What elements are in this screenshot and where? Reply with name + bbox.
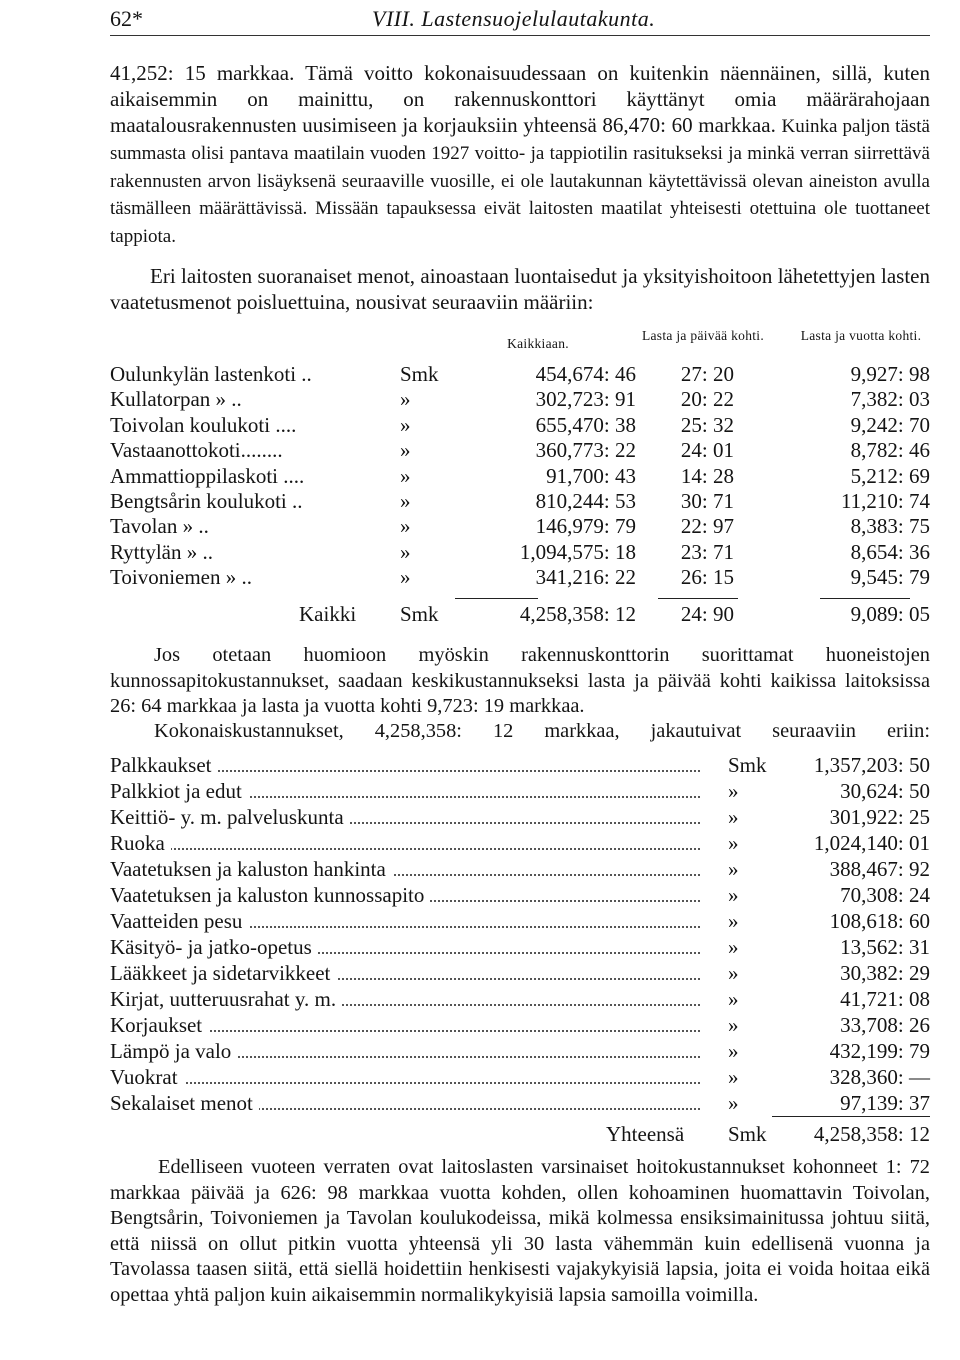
sum-rule-per-year	[820, 598, 910, 599]
cost-amount: 432,199: 79	[829, 1039, 930, 1063]
cost-per-year: 9,545: 79	[850, 565, 930, 590]
cost-label: Sekalaiset menot	[110, 1090, 259, 1116]
cost-per-day: 27: 20	[680, 362, 734, 386]
total-cost: 454,674: 46	[535, 362, 636, 386]
sum-rule-costs	[772, 1116, 930, 1117]
cost-amount: 30,382: 29	[840, 961, 930, 985]
total-cost: 1,094,575: 18	[519, 539, 636, 564]
cost-label: Vaatetuksen ja kaluston hankinta	[110, 856, 392, 882]
cost-row	[110, 830, 930, 856]
cost-row	[110, 856, 930, 882]
table-row	[110, 565, 930, 590]
cost-label: Lääkkeet ja sidetarvikkeet	[110, 960, 336, 986]
currency: »	[400, 438, 411, 463]
currency: »	[400, 565, 411, 590]
cost-label: Korjaukset	[110, 1012, 208, 1038]
institution-name: Oulunkylän lastenkoti ..	[110, 362, 312, 386]
currency: »	[728, 987, 739, 1011]
running-head	[110, 4, 930, 34]
leader-dots	[110, 1082, 700, 1084]
paragraph-text: 41,252: 15 markkaa. Tämä voitto kokonaisuudessaan on kuitenkin näennäinen, sillä, kuten aikaisemmin on mainittu, on rakennuskonttori käyttänyt omia määrärahojaan maatalousrakennusten uusimiseen ja korjauksiin yhteensä 86,470: 60 markkaa.	[110, 61, 930, 137]
cost-row	[110, 752, 930, 778]
total-cost: 341,216: 22	[535, 565, 636, 590]
column-header-total: Kaikkiaan.	[507, 336, 569, 351]
cost-amount: 41,721: 08	[840, 987, 930, 1011]
total-cost: 302,723: 91	[535, 387, 636, 412]
institution-name: Ryttylän » ..	[110, 539, 213, 564]
paragraph-expenses-intro: Eri laitosten suoranaiset menot, ainoastaan luontaisedut ja yksityishoitoon lähetettyjen lasten vaatetusmenot poisluettuina, nousivat seuraaviin määriin:	[110, 264, 930, 314]
currency: Smk	[728, 1122, 767, 1146]
cost-amount: 13,562: 31	[840, 935, 930, 959]
cost-row	[110, 1064, 930, 1090]
currency: »	[400, 539, 411, 564]
cost-label: Vaatetuksen ja kaluston kunnossapito	[110, 882, 430, 908]
sum-rule-per-day	[658, 598, 738, 599]
cost-row	[110, 1012, 930, 1038]
cost-per-day: 30: 71	[680, 489, 734, 513]
cost-amount: 70,308: 24	[840, 883, 930, 907]
cost-row	[110, 934, 930, 960]
currency: »	[728, 857, 739, 881]
currency: »	[728, 961, 739, 985]
total-label: Yhteensä	[606, 1122, 685, 1146]
cost-per-year: 8,383: 75	[850, 514, 930, 539]
paragraph-total-breakdown: Kokonaiskustannukset, 4,258,358: 12 markkaa, jakautuivat seuraaviin eriin:	[154, 720, 930, 742]
cost-per-year: 9,927: 98	[850, 362, 930, 386]
cost-per-year: 5,212: 69	[850, 463, 930, 488]
cost-per-day: 14: 28	[680, 463, 734, 488]
cost-label: Ruoka	[110, 830, 171, 856]
average-per-year: 9,089: 05	[850, 602, 930, 626]
table-row	[110, 362, 930, 387]
currency: »	[728, 1013, 739, 1037]
paragraph-text-small: Kuinka paljon tästä summasta olisi pantava maatilain vuoden 1927 voitto- ja tappiotilin rasitukseksi ja minkä verran siirrettävä rakennusten arvon lisäyksenä seuraaville vuosille, ei ole lautakunnan käytettävissä olevan aineiston avulla täsmälleen määrättävissä. Missään tapauksessa eivät laitosten maatilat yhteisesti otettuina ole tuottaneet tappiota.	[110, 116, 930, 247]
cost-per-year: 8,654: 36	[850, 539, 930, 564]
currency: Smk	[728, 753, 767, 777]
cost-per-day: 20: 22	[680, 387, 734, 412]
average-per-day: 24: 90	[680, 602, 734, 626]
cost-row	[110, 986, 930, 1012]
cost-per-year: 11,210: 74	[840, 489, 930, 513]
paragraph-average-cost: Jos otetaan huomioon myöskin rakennuskonttorin suorittamat huoneistojen kunnossapitokustannukset, saadaan keskikustannukseksi lasta ja päivää kohti kaikissa laitoksissa 26: 64 markkaa ja lasta ja vuotta kohti 9,723: 19 markkaa.	[110, 644, 930, 718]
cost-row	[110, 882, 930, 908]
table-row	[110, 514, 930, 539]
currency: »	[400, 514, 411, 539]
cost-amount: 328,360: —	[829, 1065, 930, 1089]
paragraph-comparison: Edelliseen vuoteen verraten ovat laitoslasten varsinaiset hoitokustannukset kohonneet 1: 72 markkaa päivää ja 626: 98 markkaa vuotta kohden, ollen kohoaminen huomattavin Toivolan, Bengtsårin, Toivoniemen ja Tavolan koulukodeissa, mikä kolmessa ensiksimainitussa johtuu siitä, että niissä on ollut pitkin vuotta yhteensä yli 30 lasta vähemmän kuin edellisenä vuonna ja Tavolassa taasen siitä, että siellä hoidettiin henkisesti vajakykyisiä lapsia, joita ei voida hoitaa eikä opettaa yhtä paljon kuin aikaisemmin normalikykyisiä lapsia samoilla voimilla.	[110, 1156, 930, 1306]
cost-per-year: 8,782: 46	[850, 438, 930, 463]
total-cost: 810,244: 53	[535, 489, 636, 513]
currency: »	[728, 1039, 739, 1063]
total-cost: 655,470: 38	[535, 412, 636, 437]
cost-label: Vaatteiden pesu	[110, 908, 248, 934]
currency: »	[400, 463, 411, 488]
table-row	[110, 489, 930, 514]
page-number: 62*	[110, 6, 143, 31]
cost-row	[110, 804, 930, 830]
cost-per-year: 9,242: 70	[850, 412, 930, 437]
currency: Smk	[400, 362, 439, 386]
cost-amount: 30,624: 50	[840, 779, 930, 803]
cost-per-day: 24: 01	[680, 438, 734, 463]
table-total-row	[110, 602, 930, 627]
column-header-per-day: Lasta ja päivää kohti.	[641, 328, 765, 343]
institution-name: Tavolan » ..	[110, 514, 209, 539]
institution-name: Ammattioppilaskoti ....	[110, 463, 305, 488]
total-cost: 146,979: 79	[535, 514, 636, 539]
table-row	[110, 438, 930, 463]
cost-per-year: 7,382: 03	[850, 387, 930, 412]
institution-name: Toivolan koulukoti ....	[110, 412, 297, 437]
institution-name: Kullatorpan » ..	[110, 387, 242, 412]
cost-amount: 388,467: 92	[829, 857, 930, 881]
cost-amount: 97,139: 37	[840, 1091, 930, 1115]
cost-per-day: 22: 97	[680, 514, 734, 539]
cost-label: Kirjat, uutteruusrahat y. m.	[110, 986, 342, 1012]
cost-amount: 1,024,140: 01	[813, 831, 930, 855]
cost-amount: 1,357,203: 50	[813, 753, 930, 777]
institution-name: Toivoniemen » ..	[110, 565, 253, 590]
currency: »	[728, 935, 739, 959]
cost-per-day: 26: 15	[680, 565, 734, 590]
table-row	[110, 464, 930, 489]
currency: »	[728, 831, 739, 855]
cost-row	[110, 960, 930, 986]
cost-row	[110, 908, 930, 934]
currency: »	[400, 489, 411, 513]
cost-label: Keittiö- y. m. palveluskunta	[110, 804, 350, 830]
section-title: VIII. Lastensuojelulautakunta.	[372, 6, 656, 31]
cost-grand-total: 4,258,358: 12	[813, 1122, 930, 1146]
paragraph-profit	[110, 60, 930, 249]
total-label: Kaikki	[299, 602, 357, 626]
column-header-per-year: Lasta ja vuotta kohti.	[800, 328, 922, 343]
currency: »	[728, 1065, 739, 1089]
currency: »	[728, 1091, 739, 1115]
currency: »	[728, 779, 739, 803]
currency: »	[728, 883, 739, 907]
cost-amount: 301,922: 25	[829, 805, 930, 829]
cost-amount: 108,618: 60	[829, 909, 930, 933]
currency: »	[728, 909, 739, 933]
cost-row	[110, 1090, 930, 1116]
table-row	[110, 413, 930, 438]
cost-per-day: 23: 71	[680, 539, 734, 564]
cost-label: Palkkiot ja edut	[110, 778, 248, 804]
institution-name: Vastaanottokoti........	[110, 438, 283, 463]
cost-label: Vuokrat	[110, 1064, 184, 1090]
total-cost: 360,773: 22	[535, 438, 636, 463]
leader-dots	[110, 848, 700, 850]
currency: »	[728, 805, 739, 829]
cost-row	[110, 778, 930, 804]
grand-total: 4,258,358: 12	[519, 602, 636, 626]
currency: »	[400, 412, 411, 437]
currency: Smk	[400, 602, 439, 626]
header-rule	[110, 35, 930, 36]
table-row	[110, 387, 930, 412]
table-row	[110, 540, 930, 565]
currency: »	[400, 387, 411, 412]
total-cost: 91,700: 43	[546, 463, 636, 488]
cost-per-day: 25: 32	[680, 412, 734, 437]
cost-label: Palkkaukset	[110, 752, 217, 778]
cost-row	[110, 1038, 930, 1064]
cost-label: Lämpö ja valo	[110, 1038, 237, 1064]
sum-rule-total	[455, 598, 538, 599]
institution-name: Bengtsårin koulukoti ..	[110, 489, 303, 513]
cost-total-row	[110, 1120, 930, 1148]
cost-label: Käsityö- ja jatko-opetus	[110, 934, 318, 960]
cost-amount: 33,708: 26	[840, 1013, 930, 1037]
